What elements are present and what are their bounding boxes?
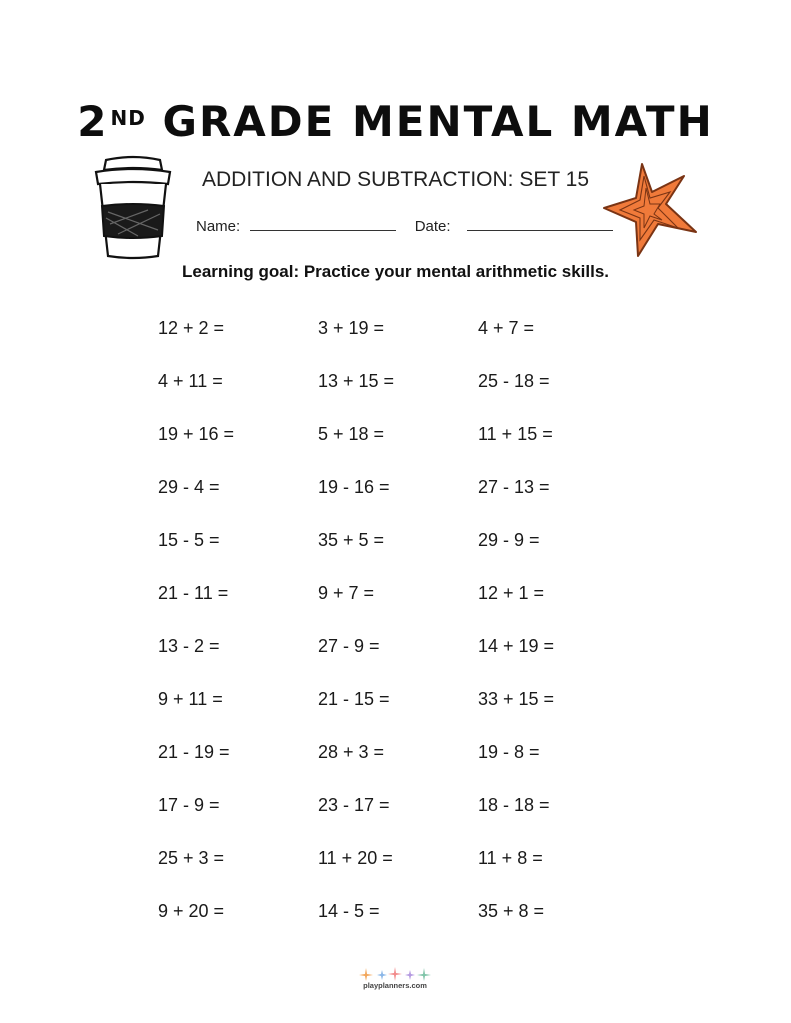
title-number: 2 [77,97,109,146]
problem-item: 9 + 20 = [158,901,225,921]
problem-row [158,318,638,371]
problem-item: 4 + 11 = [158,371,223,391]
footer-site: playplanners.com [363,981,427,990]
problem-item: 21 - 15 = [318,689,390,709]
problem-row [158,901,638,954]
problem-item: 11 + 15 = [478,424,553,444]
problem-item: 19 - 16 = [318,477,390,497]
name-field[interactable] [250,216,396,231]
worksheet-subtitle: ADDITION AND SUBTRACTION: SET 15 [201,168,589,191]
problem-item: 5 + 18 = [318,424,385,444]
problem-item: 12 + 2 = [158,318,225,338]
problem-row [158,530,638,583]
problem-item: 14 - 5 = [318,901,380,921]
footer-logo [352,966,438,996]
problem-item: 4 + 7 = [478,318,535,338]
problem-item: 35 + 5 = [318,530,385,550]
date-field[interactable] [467,216,613,231]
problem-row [158,689,638,742]
problem-row [158,636,638,689]
problem-item: 27 - 13 = [478,477,550,497]
problem-item: 9 + 11 = [158,689,223,709]
problem-item: 9 + 7 = [318,583,375,603]
problem-item: 11 + 8 = [478,848,543,868]
problem-item: 11 + 20 = [318,848,393,868]
problem-item: 29 - 9 = [478,530,540,550]
problem-item: 14 + 19 = [478,636,555,656]
problem-item: 15 - 5 = [158,530,220,550]
learning-goal: Learning goal: Practice your mental arithmetic skills. [181,262,610,281]
page-title [0,96,791,148]
problem-item: 17 - 9 = [158,795,220,815]
problem-item: 23 - 17 = [318,795,390,815]
problem-item: 25 + 3 = [158,848,225,868]
problem-item: 19 - 8 = [478,742,540,762]
problem-row [158,477,638,530]
date-label: Date: [414,218,451,235]
problem-item: 3 + 19 = [318,318,385,338]
problem-item: 29 - 4 = [158,477,220,497]
title-superscript: ND [110,106,146,130]
problem-item: 21 - 19 = [158,742,230,762]
problem-row [158,742,638,795]
problem-item: 28 + 3 = [318,742,385,762]
title-text: GRADE MENTAL MATH [145,97,714,146]
name-date-row [196,216,613,235]
problem-grid [158,318,638,954]
name-label: Name: [196,218,241,235]
sparkle-icon [352,966,438,982]
problem-item: 21 - 11 = [158,583,229,603]
problem-row [158,795,638,848]
problem-row [158,424,638,477]
problem-item: 33 + 15 = [478,689,555,709]
problem-item: 27 - 9 = [318,636,380,656]
problem-item: 19 + 16 = [158,424,235,444]
problem-item: 18 - 18 = [478,795,550,815]
problem-row [158,371,638,424]
problem-item: 25 - 18 = [478,371,550,391]
problem-item: 13 - 2 = [158,636,220,656]
problem-row [158,848,638,901]
problem-item: 35 + 8 = [478,901,545,921]
problem-item: 12 + 1 = [478,583,545,603]
problem-item: 13 + 15 = [318,371,395,391]
problem-row [158,583,638,636]
